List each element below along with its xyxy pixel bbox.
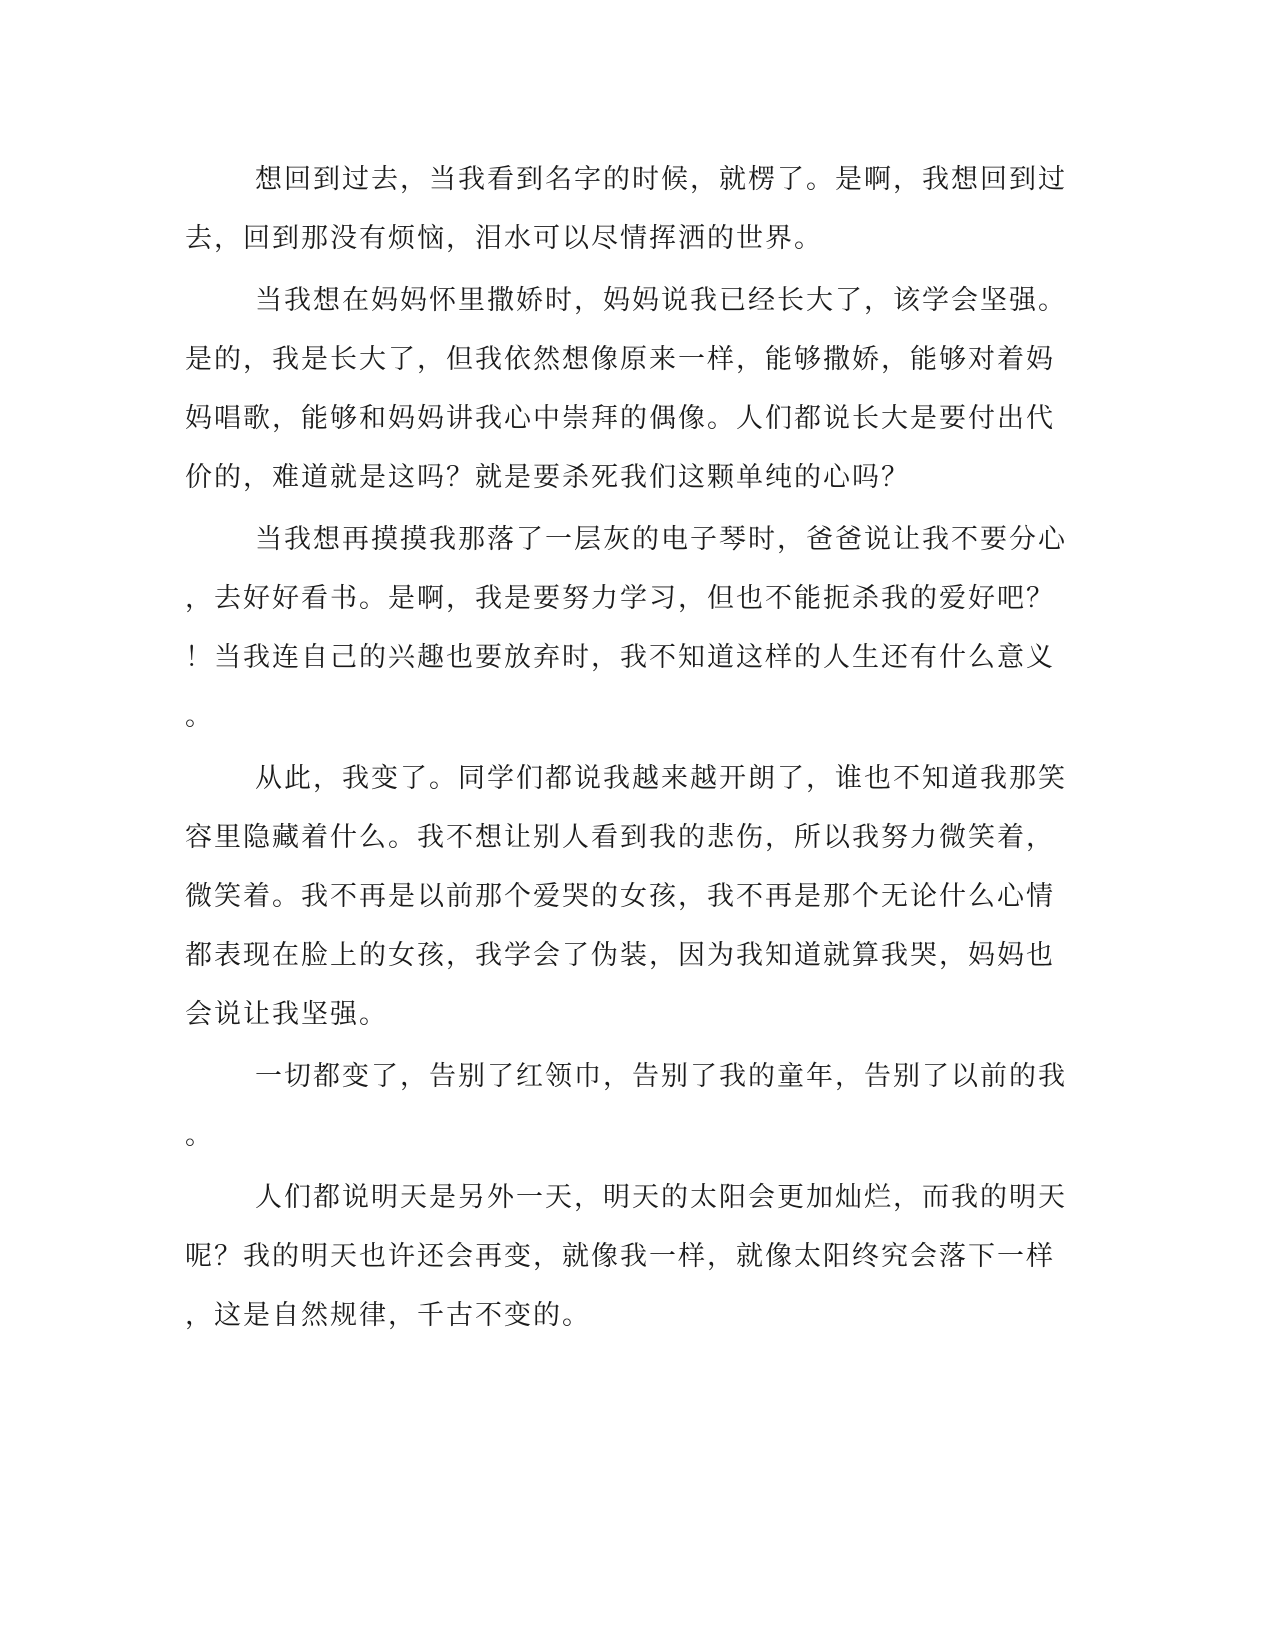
text-line: ！当我连自己的兴趣也要放弃时，我不知道这样的人生还有什么意义: [185, 642, 1055, 673]
text-line: 当我想在妈妈怀里撒娇时，妈妈说我已经长大了，该学会坚强。: [255, 285, 1067, 316]
text-line: 是的，我是长大了，但我依然想像原来一样，能够撒娇，能够对着妈: [185, 344, 1055, 375]
text-line: 当我想再摸摸我那落了一层灰的电子琴时，爸爸说让我不要分心: [255, 524, 1067, 555]
text-line: 微笑着。我不再是以前那个爱哭的女孩，我不再是那个无论什么心情: [185, 881, 1055, 912]
paragraph-2: [185, 271, 1067, 507]
text-line: 。: [185, 701, 214, 732]
text-line: 从此，我变了。同学们都说我越来越开朗了，谁也不知道我那笑: [255, 763, 1067, 794]
text-line: ，这是自然规律，千古不变的。: [185, 1300, 591, 1331]
text-line: 呢？我的明天也许还会再变，就像我一样，就像太阳终究会落下一样: [185, 1241, 1055, 1272]
text-line: 人们都说明天是另外一天，明天的太阳会更加灿烂，而我的明天: [255, 1182, 1067, 1213]
paragraph-3: [185, 510, 1067, 746]
text-line: 妈唱歌，能够和妈妈讲我心中崇拜的偶像。人们都说长大是要付出代: [185, 403, 1055, 434]
text-line: 价的，难道就是这吗？就是要杀死我们这颗单纯的心吗？: [185, 462, 910, 493]
paragraph-6: [185, 1168, 1067, 1345]
text-line: 容里隐藏着什么。我不想让别人看到我的悲伤，所以我努力微笑着，: [185, 822, 1055, 853]
paragraph-1: [185, 150, 1067, 268]
text-line: 会说让我坚强。: [185, 999, 388, 1030]
document-page: [185, 150, 1067, 1348]
paragraph-5: [185, 1047, 1067, 1165]
text-line: 。: [185, 1120, 214, 1151]
text-line: 想回到过去，当我看到名字的时候，就楞了。是啊，我想回到过: [255, 164, 1067, 195]
text-line: 去，回到那没有烦恼，泪水可以尽情挥洒的世界。: [185, 223, 823, 254]
text-line: ，去好好看书。是啊，我是要努力学习，但也不能扼杀我的爱好吧？: [185, 583, 1055, 614]
paragraph-4: [185, 749, 1067, 1044]
text-line: 都表现在脸上的女孩，我学会了伪装，因为我知道就算我哭，妈妈也: [185, 940, 1055, 971]
text-line: 一切都变了，告别了红领巾，告别了我的童年，告别了以前的我: [255, 1061, 1067, 1092]
